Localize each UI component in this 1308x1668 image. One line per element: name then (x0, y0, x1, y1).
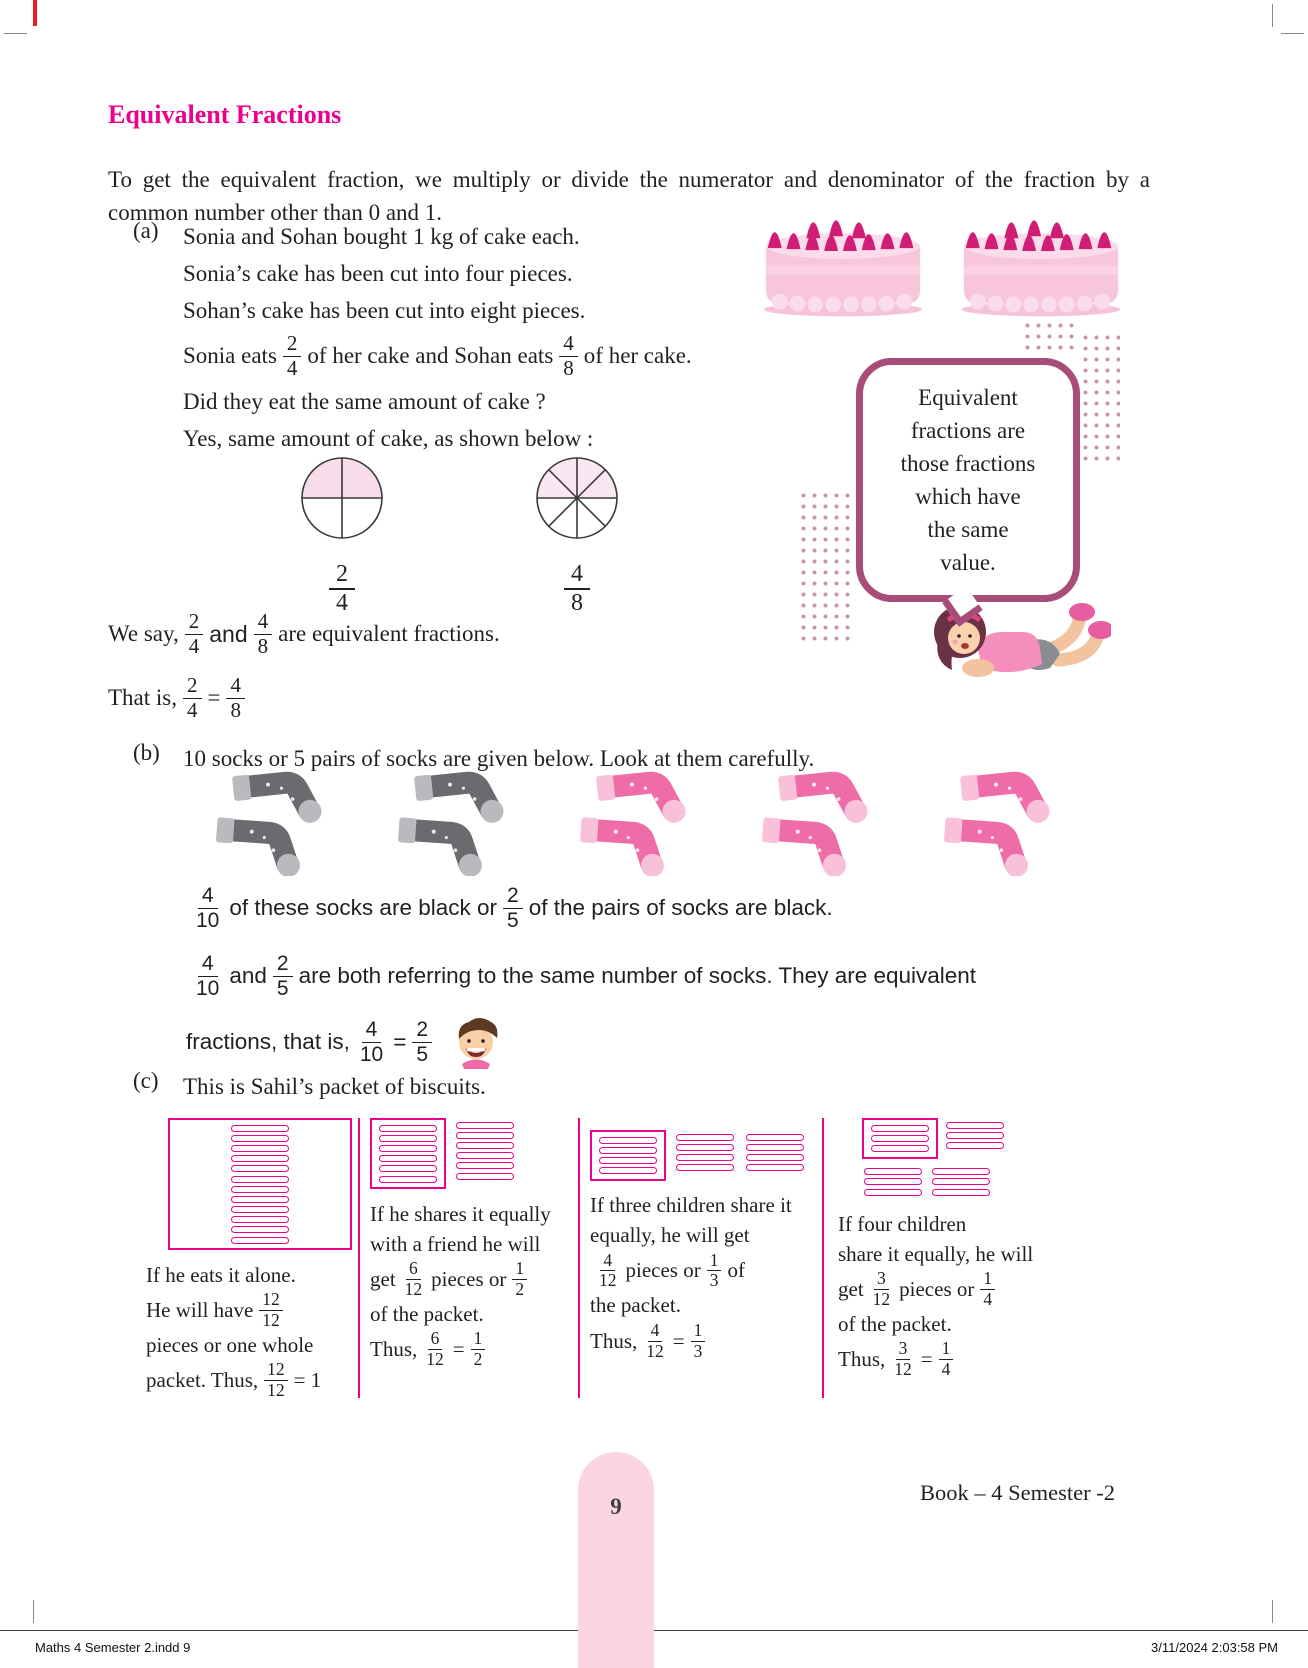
crop-mark (1272, 4, 1273, 27)
column-divider (578, 1118, 580, 1398)
section-a-fraction-line: Sonia eats $\frac{2}{4}$ of her cake and Sohan eats $\frac{4}{8}$ of her cake. (183, 330, 692, 380)
fraction-1-3: $\frac{1}{3}$ (690, 1321, 707, 1361)
sock-pair-gray-icon (190, 764, 348, 876)
socks-sentence-2: $\frac{4}{10}$ and $\frac{2}{5}$ are both referring to the same number of socks. They are equivalent (186, 948, 976, 1004)
cake-illustrations (752, 194, 1132, 318)
fraction-2-5: $\frac{2}{5}$ (273, 952, 293, 1000)
we-say-line: We say, $\frac{2}{4}$ and $\frac{4}{8}$ are equivalent fractions. (108, 608, 500, 658)
biscuit-stack (930, 1165, 992, 1200)
fraction-1-2: $\frac{1}{2}$ (511, 1259, 528, 1299)
biscuit-stack (168, 1118, 352, 1250)
book-semester-label: Book – 4 Semester -2 (920, 1480, 1115, 1505)
cake-icon (950, 194, 1132, 318)
fraction-6-12: $\frac{6}{12}$ (404, 1258, 423, 1299)
fraction-6-12: $\frac{6}{12}$ (426, 1328, 444, 1369)
section-a-line: Yes, same amount of cake, as shown below : (183, 425, 594, 451)
biscuit-stack (744, 1130, 806, 1175)
section-a-line: Sonia’s cake has been cut into four pieces. (183, 260, 573, 286)
fraction-4-8: $\frac{4}{8}$ (559, 332, 578, 380)
fraction-4-10: $\frac{4}{10}$ (196, 951, 220, 1000)
biscuit-stack (370, 1118, 446, 1189)
boy-face-icon (452, 1015, 500, 1069)
fraction-1-3: $\frac{1}{3}$ (706, 1251, 723, 1291)
section-a-line: Did they eat the same amount of cake ? (183, 388, 546, 414)
cake-icon (752, 194, 934, 318)
fraction-4-8: $\frac{4}{8}$ (226, 674, 245, 722)
that-is-line: That is, $\frac{2}{4}$ = $\frac{4}{8}$ (108, 670, 251, 726)
section-a-line: Sonia and Sohan bought 1 kg of cake each. (183, 223, 580, 249)
pie-eighths-figure (535, 456, 619, 617)
halftone-dots (798, 490, 850, 646)
biscuit-column-2: If he shares it equally with a friend he will get $\frac{6}{12}$ pieces or $\frac{1}{2}$ of the packet. Thus, $\frac{6}{12}$ = $\frac{1}{2}$ (370, 1118, 572, 1370)
fraction-4-12: $\frac{4}{12}$ (599, 1249, 617, 1291)
intro-paragraph: To get the equivalent fraction, we multiply or divide the numerator and denominator of the fraction by a common number other than 0 and 1. (108, 167, 1150, 225)
pie-quarters-figure (300, 456, 384, 617)
fraction-4-10: $\frac{4}{10}$ (196, 883, 220, 932)
pie-figures (300, 456, 619, 617)
fraction-1-4: $\frac{1}{4}$ (979, 1269, 996, 1309)
fraction-1-4: $\frac{1}{4}$ (938, 1339, 955, 1379)
socks-sentence-3: fractions, that is, $\frac{4}{10}$ = $\frac{2}{5}$ (186, 1014, 500, 1070)
fraction-12-12: $\frac{12}{12}$ (263, 1360, 289, 1400)
biscuit-column-4: If four children share it equally, he will get $\frac{3}{12}$ pieces or $\frac{1}{4}$ of the packet. Thus, $\frac{3}{12}$ = $\frac{1}{4}$ (838, 1118, 1130, 1380)
fraction-4-12: $\frac{4}{12}$ (646, 1319, 664, 1361)
fraction-2-5: $\frac{2}{5}$ (412, 1018, 432, 1066)
imprint-filename: Maths 4 Semester 2.indd 9 (35, 1640, 191, 1655)
sock-pair-gray-icon (372, 764, 530, 876)
section-b-heading: 10 socks or 5 pairs of socks are given below. Look at them carefully. (183, 745, 815, 771)
speech-bubble: Equivalent fractions are those fractions which have the same value. (856, 358, 1080, 602)
section-c-label: (c) (133, 1068, 159, 1093)
biscuit-stack (454, 1118, 516, 1183)
biscuit-stack (862, 1118, 938, 1159)
fraction-12-12: $\frac{12}{12}$ (258, 1290, 284, 1330)
fraction-2-4: $\frac{2}{4}$ (329, 561, 355, 617)
fraction-4-10: $\frac{4}{10}$ (359, 1017, 384, 1066)
crop-mark (33, 1600, 34, 1623)
fraction-4-8: $\frac{4}{8}$ (254, 610, 273, 658)
page-title: Equivalent Fractions (108, 100, 342, 129)
halftone-dots (1022, 320, 1080, 354)
section-a-label: (a) (133, 218, 159, 243)
page-number-tab (578, 1452, 654, 1668)
socks-illustration (190, 764, 1076, 876)
biscuit-stack (862, 1165, 924, 1200)
footer-rule (0, 1630, 1308, 1631)
page-number: 9 (610, 1494, 622, 1519)
section-b-label: (b) (133, 740, 160, 765)
imprint-timestamp: 3/11/2024 2:03:58 PM (1151, 1640, 1278, 1655)
sock-pair-pink-icon (554, 764, 712, 876)
section-c-heading: This is Sahil’s packet of biscuits. (183, 1073, 486, 1099)
biscuit-stack (590, 1130, 666, 1181)
fraction-3-12: $\frac{3}{12}$ (872, 1268, 891, 1309)
pie-eighths-icon (535, 456, 619, 540)
socks-sentence-1: $\frac{4}{10}$ of these socks are black or $\frac{2}{5}$ of the pairs of socks are black. (186, 880, 833, 936)
press-mark-red (33, 0, 37, 26)
fraction-2-5: $\frac{2}{5}$ (503, 884, 523, 932)
fraction-1-2: $\frac{1}{2}$ (470, 1329, 487, 1369)
section-a-line: Sohan’s cake has been cut into eight pieces. (183, 297, 586, 323)
section-c (133, 1068, 833, 1105)
crop-mark (1272, 1600, 1273, 1623)
biscuit-column-1: If he eats it alone. He will have $\frac{12}{12}$ pieces or one whole packet. Thus, $\frac{12}{12}$ = 1 (146, 1118, 352, 1401)
biscuit-stack (674, 1130, 736, 1175)
column-divider (822, 1118, 824, 1398)
halftone-dots (1080, 332, 1120, 464)
crop-mark (1281, 33, 1304, 34)
sock-pair-pink-icon (736, 764, 894, 876)
fraction-2-4: $\frac{2}{4}$ (185, 610, 204, 658)
biscuit-stack (944, 1118, 1006, 1159)
fraction-2-4: $\frac{2}{4}$ (283, 332, 302, 380)
biscuit-column-3: If three children share it equally, he will get $\frac{4}{12}$ pieces or $\frac{1}{3}$ of the packet. Thus, $\frac{4}{12}$ = $\frac{1}{3}$ (590, 1118, 816, 1361)
fraction-2-4: $\frac{2}{4}$ (183, 674, 202, 722)
column-divider (358, 1118, 360, 1398)
pie-quarters-icon (300, 456, 384, 540)
crop-mark (4, 33, 27, 34)
fraction-4-8: $\frac{4}{8}$ (564, 561, 590, 617)
fraction-3-12: $\frac{3}{12}$ (894, 1338, 912, 1379)
sock-pair-pink-icon (918, 764, 1076, 876)
